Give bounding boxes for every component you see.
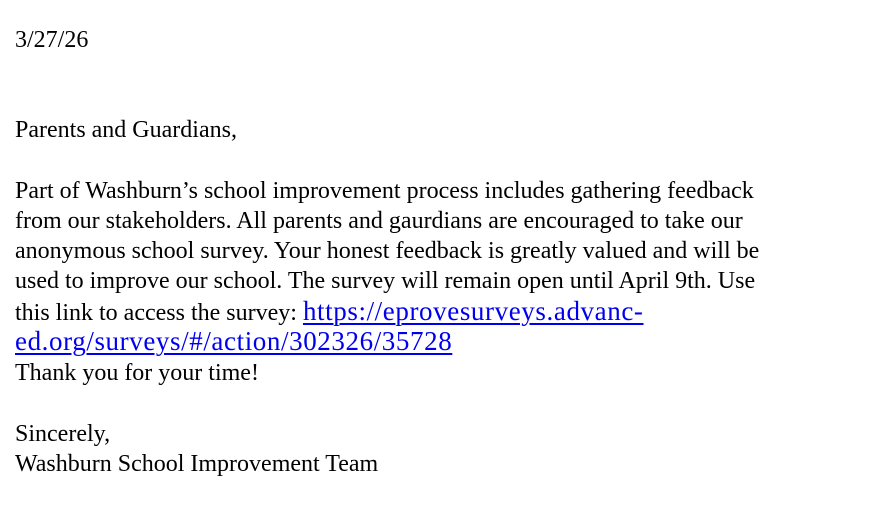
body-line-5-text: this link to access the survey: [15, 300, 303, 326]
letter-date: 3/27/26 [15, 27, 89, 53]
body-line-4: used to improve our school. The survey will remain open until April 9th. Use [15, 268, 756, 294]
letter-body-paragraph [15, 176, 865, 356]
body-line-6 [15, 326, 865, 356]
letter-thanks: Thank you for your time! [15, 360, 259, 386]
survey-link-part-1[interactable]: https://eprovesurveys.advanc- [302, 296, 644, 326]
body-line-1: Part of Washburn’s school improvement process includes gathering feedback [15, 178, 754, 204]
body-line-3: anonymous school survey. Your honest feedback is greatly valued and will be [15, 238, 760, 264]
body-line-2: from our stakeholders. All parents and gaurdians are encouraged to take our [15, 208, 743, 234]
body-line-5 [15, 296, 865, 326]
letter-greeting: Parents and Guardians, [15, 117, 237, 143]
signature: Washburn School Improvement Team [15, 451, 379, 477]
closing-salutation: Sincerely, [15, 421, 111, 447]
letter-closing [15, 419, 378, 479]
survey-link-part-2[interactable]: ed.org/surveys/#/action/302326/35728 [15, 326, 453, 356]
